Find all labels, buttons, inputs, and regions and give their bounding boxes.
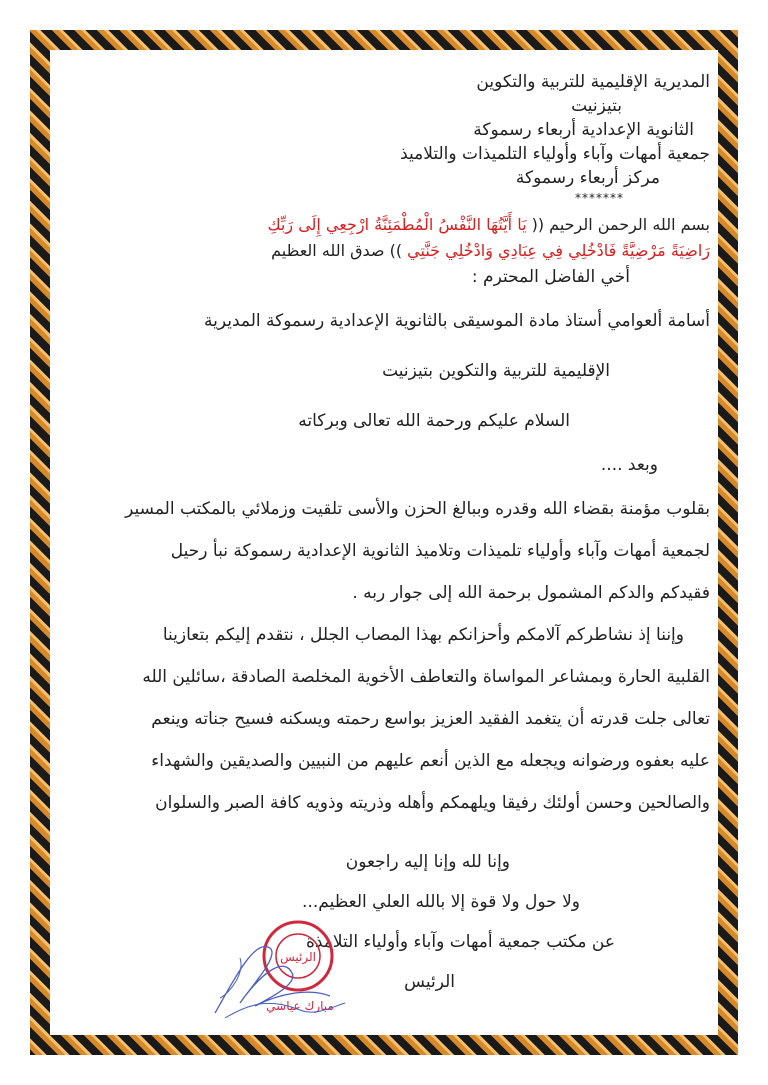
stamp-name: مبارك عياشي: [266, 999, 334, 1013]
closing-block: [60, 842, 710, 1002]
body-line: تعالى جلت قدرته أن يتغمد الفقيد العزيز بواسع رحمته ويسكنه فسيح جناته وينعم: [151, 709, 710, 729]
closing-line1: وإنا لله وإنا إليه راجعون: [345, 852, 510, 872]
stamp-seal-icon: [210, 918, 360, 1028]
header-separator: *******: [575, 191, 624, 205]
basmala-intro: بسم الله الرحمن الرحيم ((: [531, 215, 710, 234]
header-center: مركز أربعاء رسموكة: [515, 168, 660, 188]
header-directorate: المديرية الإقليمية للتربية والتكوين: [476, 72, 710, 92]
header-city: بتيزنيت: [571, 96, 622, 116]
recipient-block: [60, 296, 710, 446]
header-association: جمعية أمهات وآباء وأولياء التلميذات والتلاميذ: [400, 144, 710, 164]
body-line: بقلوب مؤمنة بقضاء الله وقدره وببالغ الحزن والأسى تلقيت وزملائي بالمكتب المسير: [125, 499, 710, 519]
president-title: الرئيس: [404, 972, 455, 992]
body-line: وإننا إذ نشاطركم آلامكم وأحزانكم بهذا المصاب الجلل ، نتقدم إليكم بتعازينا: [162, 625, 684, 645]
recipient-line2: الإقليمية للتربية والتكوين بتيزنيت: [382, 361, 610, 381]
greeting: أخي الفاضل المحترم :: [471, 267, 630, 287]
header-school: الثانوية الإعدادية أربعاء رسموكة: [473, 120, 694, 140]
signature-stamp: [210, 918, 360, 1028]
letterhead: [60, 70, 710, 206]
body-line: والصالحين وحسن أولئك رفيقا ويلهمكم وأهله وذريته وذويه كافة الصبر والسلوان: [155, 793, 710, 813]
body-line: القلبية الحارة وبمشاعر المواساة والتعاطف الأخوية المخلصة الصادقة ،سائلين الله: [142, 667, 710, 687]
quran-verse-part1: يَا أَيَّتُهَا النَّفْسُ الْمُطْمَئِنَّةُ ارْجِعِي إِلَى رَبِّكِ: [267, 215, 527, 234]
basmala-outro: )) صدق الله العظيم: [271, 241, 403, 260]
closing-line3: عن مكتب جمعية أمهات وآباء وأولياء التلامذة: [305, 932, 615, 952]
condolence-body: [60, 488, 710, 824]
recipient-line1: أسامة ألعوامي أستاذ مادة الموسيقى بالثانوية الإعدادية رسموكة المديرية: [203, 311, 710, 331]
wabaad: وبعد ....: [600, 455, 658, 475]
stamp-center-text: الرئيس: [280, 950, 316, 964]
salam-line: السلام عليكم ورحمة الله تعالى وبركاته: [298, 411, 570, 431]
letter-body: [60, 70, 710, 1002]
body-line: لجمعية أمهات وآباء وأولياء تلميذات وتلاميذ الثانوية الإعدادية رسموكة نبأ رحيل: [170, 541, 710, 561]
body-line: فقيدكم والدكم المشمول برحمة الله إلى جوار ربه .: [352, 583, 710, 603]
closing-line2: ولا حول ولا قوة إلا بالله العلي العظيم...: [302, 892, 580, 912]
basmala-block: [60, 212, 710, 264]
body-line: عليه بعفوه ورضوانه ويجعله مع الذين أنعم عليهم من النبيين والصديقين والشهداء: [151, 751, 710, 771]
quran-verse-part2: رَاضِيَةً مَرْضِيَّةً فَادْخُلِي فِي عِبَادِي وَادْخُلِي جَنَّتِي: [407, 241, 710, 260]
